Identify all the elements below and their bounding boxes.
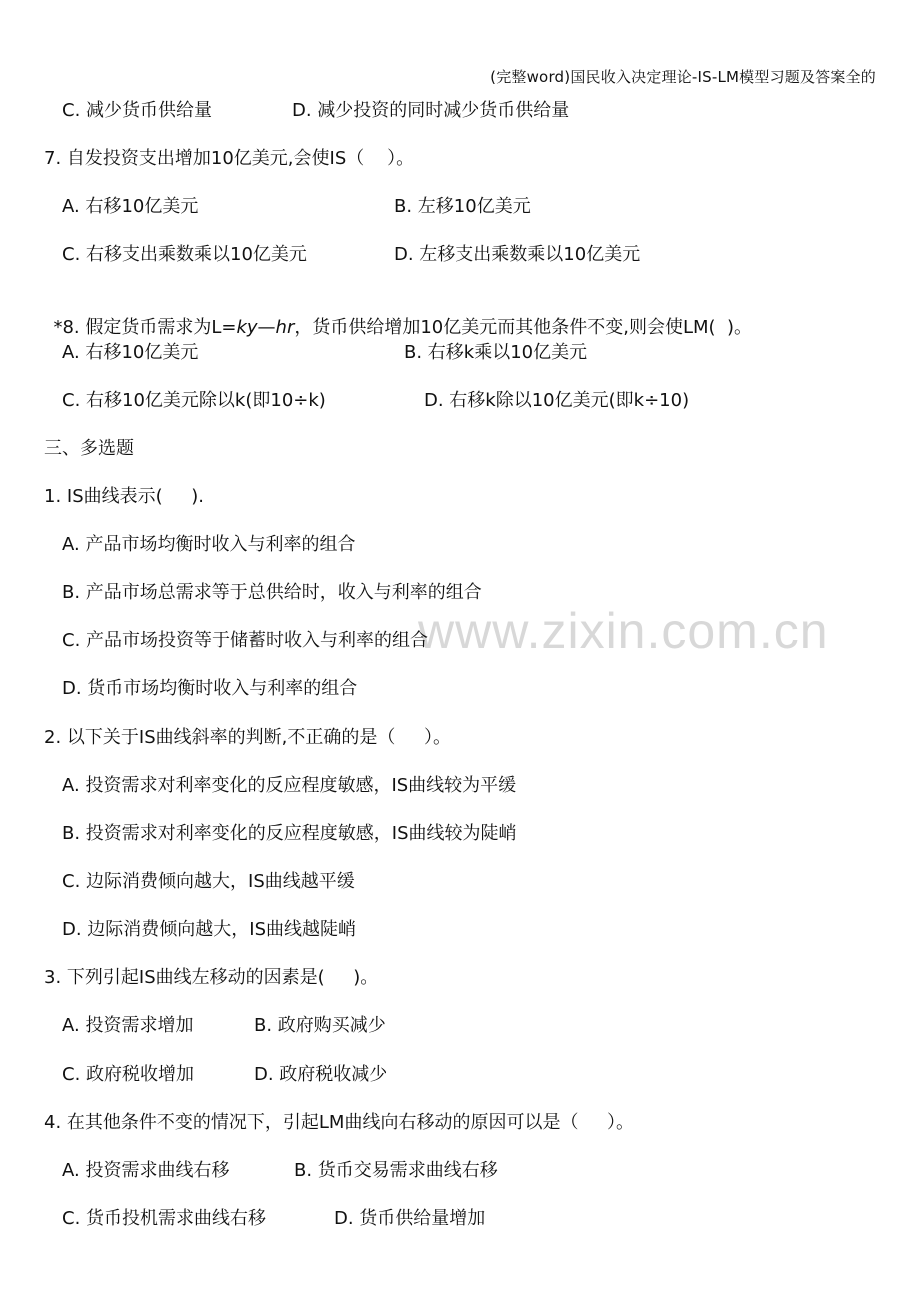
question-7-option-b: B. 左移10亿美元	[394, 196, 531, 217]
multi-question-1-option-d: D. 货币市场均衡时收入与利率的组合	[62, 678, 358, 699]
question-8-hr: hr	[275, 317, 295, 338]
question-8-option-b: B. 右移k乘以10亿美元	[404, 342, 588, 363]
question-7-option-c: C. 右移支出乘数乘以10亿美元	[62, 244, 307, 265]
question-8-ky: ky	[236, 317, 258, 338]
question-7-option-a: A. 右移10亿美元	[62, 196, 199, 217]
multi-question-4-option-d: D. 货币供给量增加	[334, 1208, 486, 1229]
multi-question-3-option-d: D. 政府税收减少	[254, 1064, 388, 1085]
multi-question-2-option-b: B. 投资需求对利率变化的反应程度敏感，IS曲线较为陡峭	[62, 823, 517, 844]
question-8-option-a: A. 右移10亿美元	[62, 342, 199, 363]
multi-question-4: 4. 在其他条件不变的情况下，引起LM曲线向右移动的原因可以是（ ）。	[44, 1112, 635, 1133]
multi-question-4-option-c: C. 货币投机需求曲线右移	[62, 1208, 267, 1229]
multi-question-3-option-a: A. 投资需求增加	[62, 1015, 194, 1036]
question-8	[42, 292, 752, 340]
question-7-option-d: D. 左移支出乘数乘以10亿美元	[394, 244, 641, 265]
question-8-text-end: ，货币供给增加10亿美元而其他条件不变,则会使LM( )。	[294, 317, 753, 338]
question-8-option-c: C. 右移10亿美元除以k(即10÷k)	[62, 390, 326, 411]
page-header: (完整word)国民收入决定理论-IS-LM模型习题及答案全的	[490, 68, 876, 86]
multi-question-1: 1. IS曲线表示( ).	[44, 486, 205, 507]
question-8-option-d: D. 右移k除以10亿美元(即k÷10)	[424, 390, 690, 411]
multi-question-4-option-b: B. 货币交易需求曲线右移	[294, 1160, 498, 1181]
multi-question-3-option-c: C. 政府税收增加	[62, 1064, 195, 1085]
multi-question-1-option-a: A. 产品市场均衡时收入与利率的组合	[62, 534, 356, 555]
multi-question-2-option-a: A. 投资需求对利率变化的反应程度敏感，IS曲线较为平缓	[62, 775, 517, 796]
question-7: 7. 自发投资支出增加10亿美元,会使IS（ ）。	[44, 148, 415, 169]
multi-question-1-option-c: C. 产品市场投资等于储蓄时收入与利率的组合	[62, 630, 429, 651]
multi-question-2-option-c: C. 边际消费倾向越大，IS曲线越平缓	[62, 871, 355, 892]
question-6-option-c: C. 减少货币供给量	[62, 100, 213, 121]
watermark: www.zixin.com.cn	[418, 603, 829, 659]
multi-question-3: 3. 下列引起IS曲线左移动的因素是( )。	[44, 967, 379, 988]
multi-question-1-option-b: B. 产品市场总需求等于总供给时，收入与利率的组合	[62, 582, 482, 603]
multi-question-2-option-d: D. 边际消费倾向越大，IS曲线越陡峭	[62, 919, 357, 940]
section-heading-multiple-choice: 三、多选题	[44, 438, 134, 459]
multi-question-4-option-a: A. 投资需求曲线右移	[62, 1160, 230, 1181]
question-8-text-start: *8. 假定货币需求为L=	[53, 317, 237, 338]
multi-question-2: 2. 以下关于IS曲线斜率的判断,不正确的是（ ）。	[44, 727, 451, 748]
question-6-option-d: D. 减少投资的同时减少货币供给量	[292, 100, 570, 121]
multi-question-3-option-b: B. 政府购买减少	[254, 1015, 386, 1036]
question-8-dash: —	[257, 317, 276, 338]
